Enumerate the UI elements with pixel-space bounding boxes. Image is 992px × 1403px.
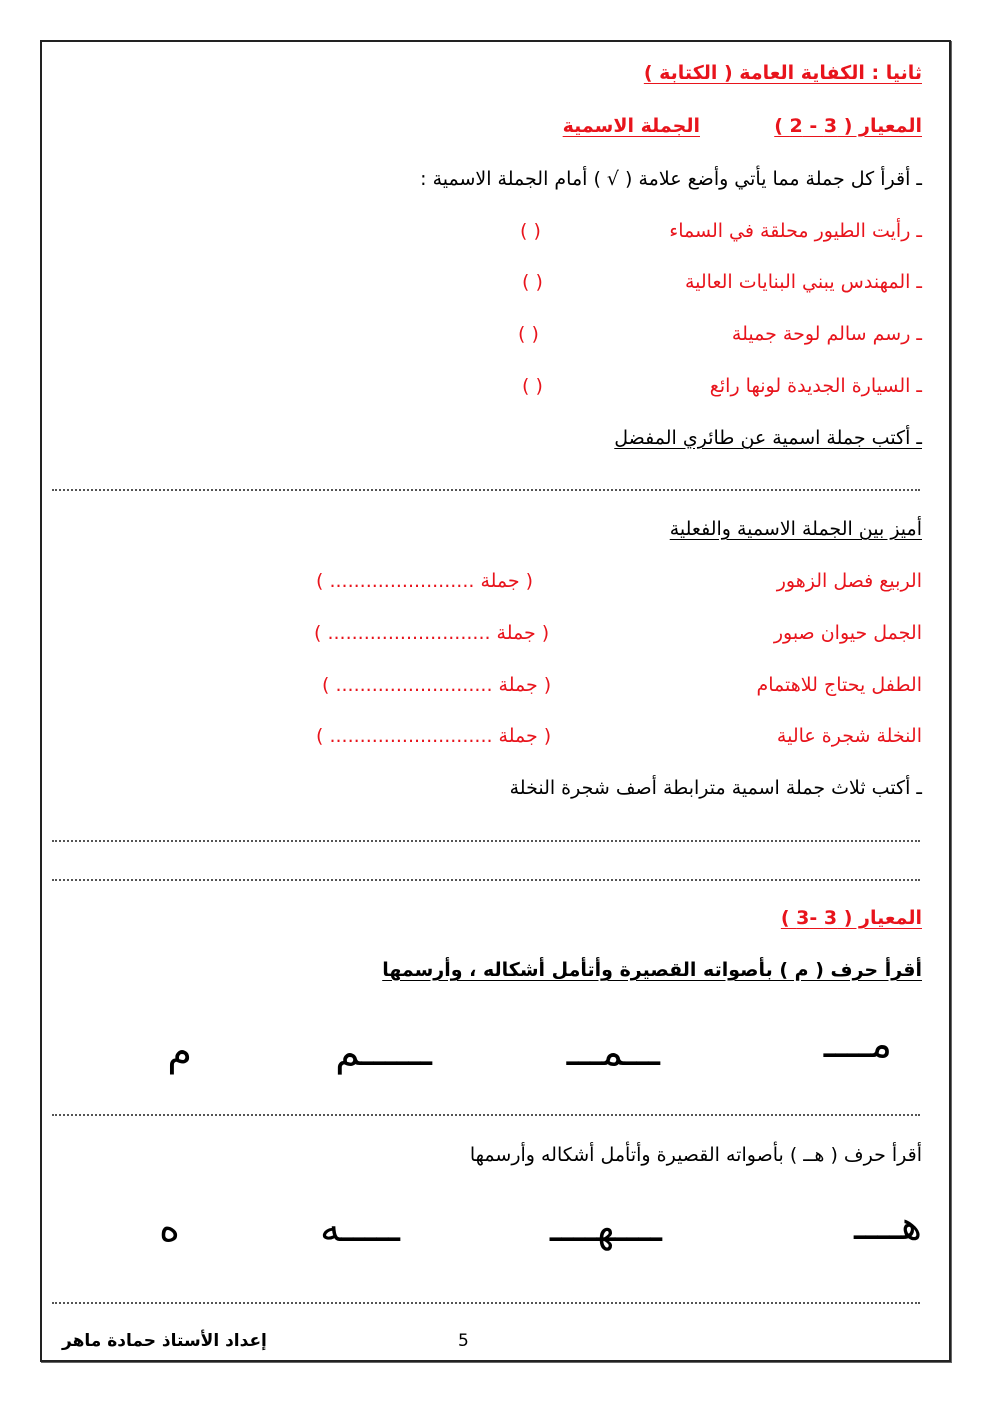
q3-item-4-sentence: النخلة شجرة عالية — [776, 725, 922, 747]
answer-line[interactable] — [52, 1302, 920, 1304]
q5-instruction: أقرأ حرف ( م ) بأصواته القصيرة وأتأمل أشكاله ، وأرسمها — [382, 959, 922, 981]
letter-ha-isolated: ه — [159, 1205, 180, 1251]
q3-instruction: أميز بين الجملة الاسمية والفعلية — [669, 518, 922, 540]
q1-item-2-answer[interactable]: ( ) — [522, 271, 543, 293]
q1-item-4: ـ السيارة الجديدة لونها رائع — [709, 375, 922, 397]
q3-item-1-sentence: الربيع فصل الزهور — [776, 570, 922, 592]
q1-item-1-answer[interactable]: ( ) — [520, 220, 541, 242]
q1-item-4-answer[interactable]: ( ) — [522, 375, 543, 397]
q3-item-1-answer[interactable]: ( جملة ........................ ) — [316, 570, 534, 592]
page-number: 5 — [458, 1331, 469, 1351]
q3-item-4-answer[interactable]: ( جملة ........................... ) — [316, 725, 552, 747]
q3-item-3-answer[interactable]: ( جملة .......................... ) — [322, 674, 552, 696]
q3-item-3-sentence: الطفل يحتاج للاهتمام — [756, 674, 922, 696]
letter-ha-medial: ــــهــــ — [549, 1205, 662, 1251]
q1-instruction: ـ أقرأ كل جملة مما يأتي وأضع علامة ( √ ) أمام الجملة الاسمية : — [420, 168, 922, 190]
letter-ha-final: ـــــه — [319, 1205, 400, 1251]
q3-item-2-answer[interactable]: ( جملة ........................... ) — [314, 622, 550, 644]
answer-line[interactable] — [52, 879, 920, 881]
q1-item-1: ـ رأيت الطيور محلقة في السماء — [669, 220, 922, 242]
q3-item-2-sentence: الجمل حيوان صبور — [773, 622, 922, 644]
letter-ha-initial: هــــ — [854, 1203, 922, 1249]
q2-instruction: ـ أكتب جملة اسمية عن طائري المفضل — [614, 427, 922, 449]
criterion-2-label: المعيار ( 3 -3 ) — [780, 907, 922, 929]
author-credit: إعداد الأستاذ حمادة ماهر — [62, 1331, 267, 1351]
criterion-1-topic: الجملة الاسمية — [562, 115, 700, 137]
answer-line[interactable] — [52, 1114, 920, 1116]
answer-line[interactable] — [52, 489, 920, 491]
q1-item-2: ـ المهندس يبني البنايات العالية — [684, 271, 922, 293]
criterion-1-label: المعيار ( 3 - 2 ) — [774, 115, 922, 137]
letter-meem-isolated: م — [167, 1029, 192, 1075]
letter-meem-medial: ـــمـــ — [566, 1029, 660, 1075]
letter-meem-initial: مــــ — [823, 1021, 892, 1067]
q1-item-3: ـ رسم سالم لوحة جميلة — [731, 323, 922, 345]
answer-line[interactable] — [52, 840, 920, 842]
q6-instruction: أقرأ حرف ( هــ ) بأصواته القصيرة وأتأمل أشكاله وأرسمها — [469, 1144, 922, 1166]
q4-instruction: ـ أكتب ثلاث جملة اسمية مترابطة أصف شجرة النخلة — [509, 777, 922, 799]
letter-meem-final: ــــــم — [335, 1029, 432, 1075]
section-title: ثانيا : الكفاية العامة ( الكتابة ) — [643, 62, 922, 84]
q1-item-3-answer[interactable]: ( ) — [518, 323, 539, 345]
